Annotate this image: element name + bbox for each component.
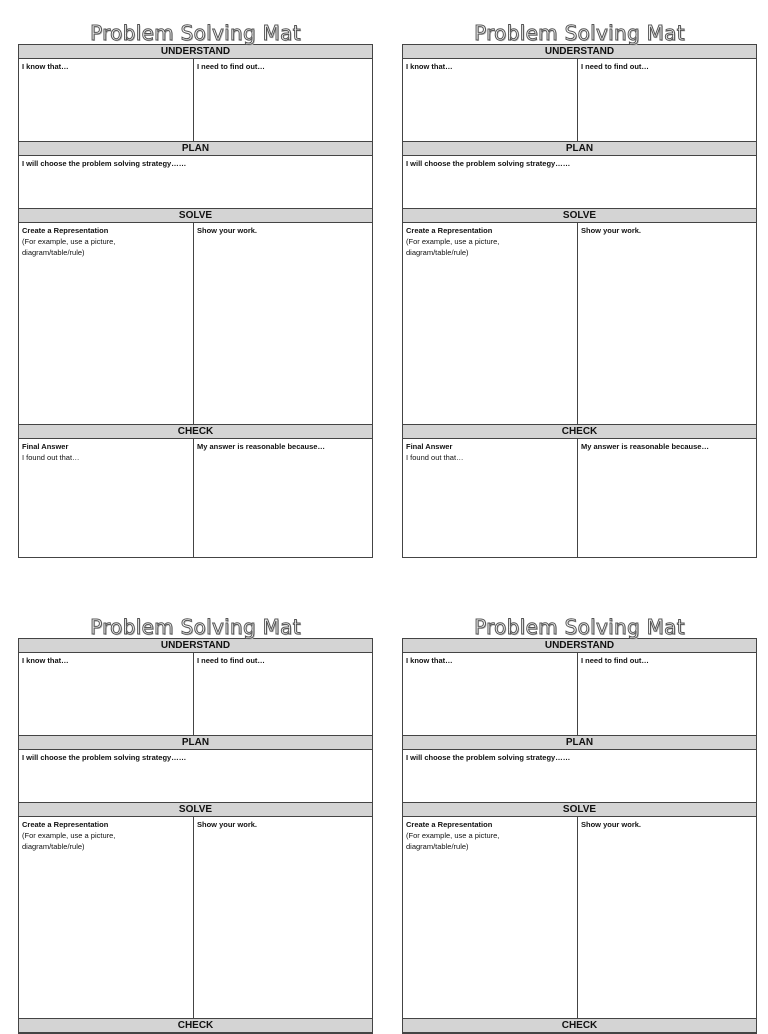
found-out-label: I found out that…: [406, 453, 464, 462]
representation-note-2: diagram/table/rule): [406, 842, 469, 851]
strategy-label: I will choose the problem solving strategy……: [406, 753, 571, 762]
plan-row: [403, 156, 756, 209]
understand-header: UNDERSTAND: [19, 45, 372, 59]
strategy-label: I will choose the problem solving strategy……: [22, 159, 187, 168]
i-know-that-label: I know that…: [22, 62, 69, 71]
solve-row: [19, 817, 372, 1019]
i-know-that-box[interactable]: [403, 59, 578, 141]
show-work-box[interactable]: [578, 223, 756, 424]
show-work-box[interactable]: [194, 223, 372, 424]
representation-label: Create a Representation: [406, 226, 493, 235]
plan-header: PLAN: [19, 142, 372, 156]
strategy-box[interactable]: [19, 156, 372, 208]
strategy-label: I will choose the problem solving strategy……: [22, 753, 187, 762]
mat-grid: [402, 44, 757, 558]
reasonable-box[interactable]: [578, 439, 756, 557]
representation-note-1: (For example, use a picture,: [406, 237, 500, 246]
show-work-label: Show your work.: [581, 226, 642, 235]
i-know-that-box[interactable]: [19, 653, 194, 735]
solve-row: [403, 223, 756, 425]
representation-note-2: diagram/table/rule): [22, 248, 85, 257]
representation-note-2: diagram/table/rule): [406, 248, 469, 257]
mat-title: Problem Solving Mat: [90, 21, 301, 45]
mat-grid: [18, 638, 373, 1034]
show-work-label: Show your work.: [581, 820, 642, 829]
solve-header: SOLVE: [403, 803, 756, 817]
representation-box[interactable]: [19, 223, 194, 424]
understand-row: [19, 59, 372, 142]
strategy-box[interactable]: [19, 750, 372, 802]
need-to-find-out-label: I need to find out…: [197, 62, 265, 71]
mat-grid: [18, 44, 373, 558]
understand-row: [403, 653, 756, 736]
check-header: CHECK: [19, 425, 372, 439]
reasonable-label: My answer is reasonable because…: [581, 442, 709, 451]
need-to-find-out-box[interactable]: [578, 59, 756, 141]
solve-header: SOLVE: [19, 803, 372, 817]
understand-row: [19, 653, 372, 736]
solve-header: SOLVE: [19, 209, 372, 223]
i-know-that-label: I know that…: [406, 656, 453, 665]
plan-header: PLAN: [19, 736, 372, 750]
check-row: [19, 439, 372, 557]
representation-box[interactable]: [403, 817, 578, 1018]
representation-note-1: (For example, use a picture,: [22, 237, 116, 246]
need-to-find-out-label: I need to find out…: [581, 656, 649, 665]
mat-title: Problem Solving Mat: [474, 615, 685, 639]
need-to-find-out-box[interactable]: [194, 653, 372, 735]
check-header: CHECK: [403, 425, 756, 439]
representation-label: Create a Representation: [22, 820, 109, 829]
final-answer-box[interactable]: [403, 439, 578, 557]
representation-note-2: diagram/table/rule): [22, 842, 85, 851]
plan-row: [19, 156, 372, 209]
plan-row: [403, 750, 756, 803]
representation-label: Create a Representation: [22, 226, 109, 235]
show-work-label: Show your work.: [197, 226, 258, 235]
representation-box[interactable]: [19, 817, 194, 1018]
i-know-that-box[interactable]: [19, 59, 194, 141]
plan-header: PLAN: [403, 142, 756, 156]
i-know-that-label: I know that…: [406, 62, 453, 71]
understand-header: UNDERSTAND: [403, 45, 756, 59]
final-answer-label: Final Answer: [406, 442, 453, 451]
problem-solving-mat: [402, 616, 757, 1034]
mat-title: Problem Solving Mat: [90, 615, 301, 639]
need-to-find-out-box[interactable]: [578, 653, 756, 735]
final-answer-label: Final Answer: [22, 442, 69, 451]
understand-row: [403, 59, 756, 142]
need-to-find-out-label: I need to find out…: [197, 656, 265, 665]
final-answer-box[interactable]: [19, 439, 194, 557]
problem-solving-mat: [18, 22, 373, 558]
strategy-box[interactable]: [403, 750, 756, 802]
check-header: CHECK: [19, 1019, 372, 1033]
need-to-find-out-box[interactable]: [194, 59, 372, 141]
check-header: CHECK: [403, 1019, 756, 1033]
mat-title: Problem Solving Mat: [474, 21, 685, 45]
strategy-box[interactable]: [403, 156, 756, 208]
i-know-that-box[interactable]: [403, 653, 578, 735]
understand-header: UNDERSTAND: [403, 639, 756, 653]
representation-note-1: (For example, use a picture,: [22, 831, 116, 840]
reasonable-box[interactable]: [194, 439, 372, 557]
representation-label: Create a Representation: [406, 820, 493, 829]
representation-box[interactable]: [403, 223, 578, 424]
solve-header: SOLVE: [403, 209, 756, 223]
representation-note-1: (For example, use a picture,: [406, 831, 500, 840]
strategy-label: I will choose the problem solving strategy……: [406, 159, 571, 168]
check-row: [403, 439, 756, 557]
understand-header: UNDERSTAND: [19, 639, 372, 653]
show-work-label: Show your work.: [197, 820, 258, 829]
show-work-box[interactable]: [578, 817, 756, 1018]
show-work-box[interactable]: [194, 817, 372, 1018]
mat-grid: [402, 638, 757, 1034]
problem-solving-mat: [402, 22, 757, 558]
need-to-find-out-label: I need to find out…: [581, 62, 649, 71]
found-out-label: I found out that…: [22, 453, 80, 462]
plan-row: [19, 750, 372, 803]
i-know-that-label: I know that…: [22, 656, 69, 665]
solve-row: [403, 817, 756, 1019]
solve-row: [19, 223, 372, 425]
plan-header: PLAN: [403, 736, 756, 750]
reasonable-label: My answer is reasonable because…: [197, 442, 325, 451]
problem-solving-mat: [18, 616, 373, 1034]
